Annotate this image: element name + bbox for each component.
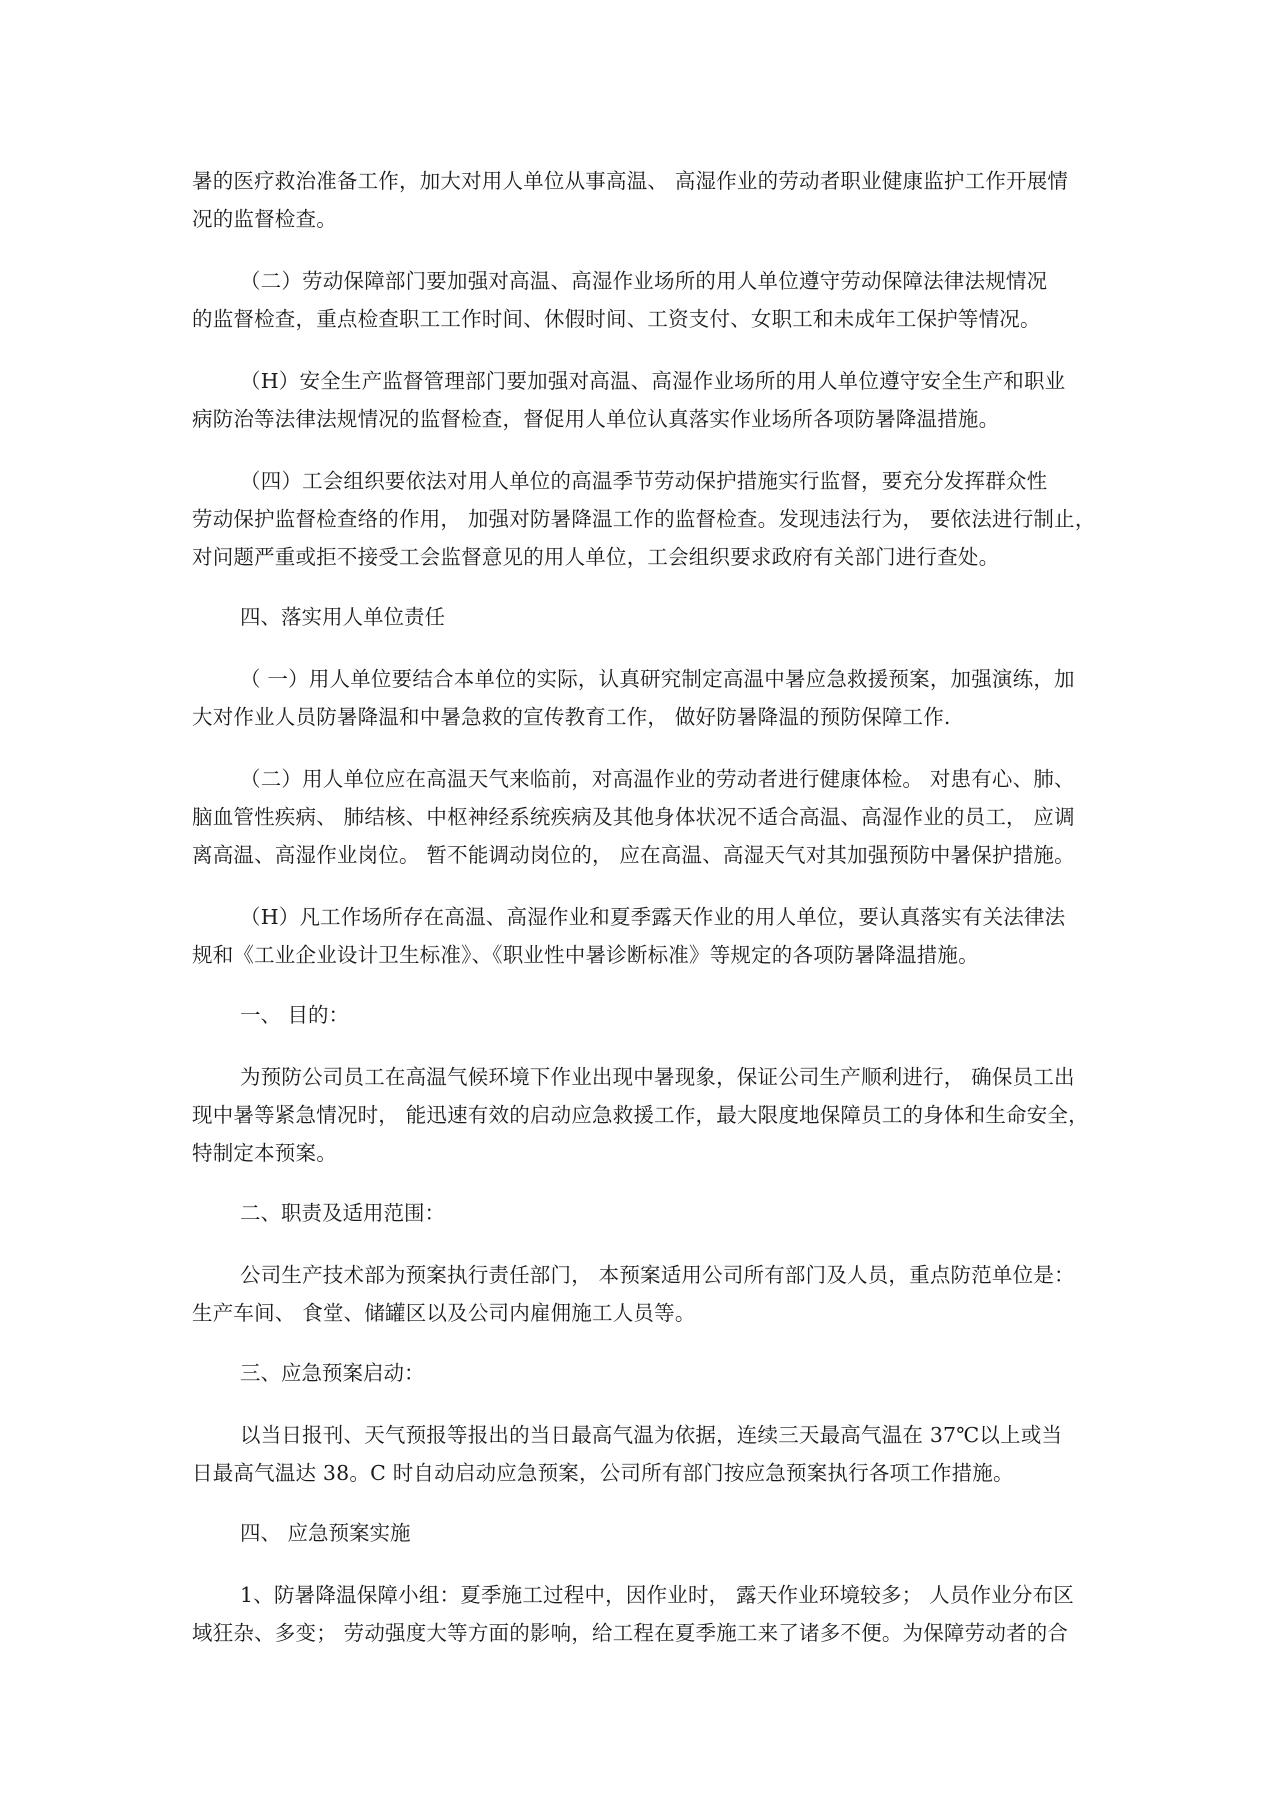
paragraph-line: 以当日报刊、天气预报等报出的当日最高气温为依据，连续三天最高气温在 37℃以上或当 [240, 1423, 1063, 1447]
paragraph-implementation [192, 1576, 1092, 1652]
paragraph-line: （二）劳动保障部门要加强对高温、高湿作业场所的用人单位遵守劳动保障法律法规情况 [240, 269, 1048, 293]
section-heading-scope: 二、职责及适用范围： [240, 1201, 445, 1225]
paragraph-medical-preparation [192, 162, 1092, 238]
paragraph-activation [192, 1416, 1092, 1492]
paragraph-line: 大对作业人员防暑降温和中暑急救的宣传教育工作， 做好防暑降温的预防保障工作. [192, 705, 951, 729]
paragraph-line: 域狂杂、多变； 劳动强度大等方面的影响，给工程在夏季施工来了诸多不便。为保障劳动者的合 [192, 1621, 1069, 1645]
paragraph-line: 离高温、高湿作业岗位。 暂不能调动岗位的， 应在高温、高湿天气对其加强预防中暑保护措施。 [192, 843, 1075, 867]
paragraph-line: （ 一）用人单位要结合本单位的实际，认真研究制定高温中暑应急救援预案，加强演练，加 [240, 667, 1075, 691]
paragraph-line: （二）用人单位应在高温天气来临前，对高温作业的劳动者进行健康体检。 对患有心、肺、 [240, 767, 1075, 791]
paragraph-line: （H）凡工作场所存在高温、高湿作业和夏季露天作业的用人单位，要认真落实有关法律法 [240, 905, 1066, 929]
paragraph-standards [192, 898, 1092, 974]
paragraph-line: 为预防公司员工在高温气候环境下作业出现中暑现象，保证公司生产顺利进行， 确保员工出 [240, 1065, 1075, 1089]
paragraph-line: 的监督检查，重点检查职工工作时间、休假时间、工资支付、女职工和未成年工保护等情况。 [192, 307, 1041, 331]
paragraph-line: 生产车间、 食堂、储罐区以及公司内雇佣施工人员等。 [192, 1301, 696, 1325]
paragraph-line: 病防治等法律法规情况的监督检查，督促用人单位认真落实作业场所各项防暑降温措施。 [192, 407, 1000, 431]
section-heading-implementation: 四、 应急预案实施 [240, 1521, 411, 1545]
paragraph-line: 公司生产技术部为预案执行责任部门， 本预案适用公司所有部门及人员，重点防范单位是： [240, 1263, 1075, 1287]
paragraph-line: 特制定本预案。 [192, 1141, 337, 1165]
paragraph-line: 日最高气温达 38。C 时自动启动应急预案，公司所有部门按应急预案执行各项工作措施。 [192, 1461, 1014, 1485]
paragraph-labor-security [192, 262, 1092, 338]
paragraph-safety-supervision [192, 362, 1092, 438]
paragraph-line: 1、防暑降温保障小组：夏季施工过程中，因作业时， 露天作业环境较多； 人员作业分布区 [240, 1583, 1074, 1607]
paragraph-scope [192, 1256, 1092, 1332]
paragraph-line: 规和《工业企业设计卫生标准》、《职业性中暑诊断标准》等规定的各项防暑降温措施。 [192, 943, 979, 967]
section-heading-employer-duties: 四、落实用人单位责任 [240, 605, 445, 629]
paragraph-line: 暑的医疗救治准备工作，加大对用人单位从事高温、 高湿作业的劳动者职业健康监护工作开展情 [192, 169, 1069, 193]
section-heading-purpose: 一、 目的： [240, 1003, 350, 1027]
paragraph-line: 对问题严重或拒不接受工会监督意见的用人单位，工会组织要求政府有关部门进行查处。 [192, 545, 1000, 569]
paragraph-health-check [192, 760, 1092, 874]
paragraph-line: （H）安全生产监督管理部门要加强对高温、高湿作业场所的用人单位遵守安全生产和职业 [240, 369, 1066, 393]
paragraph-line: 脑血管性疾病、 肺结核、中枢神经系统疾病及其他身体状况不适合高温、高湿作业的员工， 应调 [192, 805, 1075, 829]
paragraph-emergency-plan [192, 660, 1092, 736]
paragraph-purpose [192, 1058, 1092, 1172]
paragraph-line: （四）工会组织要依法对用人单位的高温季节劳动保护措施实行监督，要充分发挥群众性 [240, 469, 1048, 493]
paragraph-line: 现中暑等紧急情况时， 能迅速有效的启动应急救援工作，最大限度地保障员工的身体和生命安全， [192, 1103, 1089, 1127]
paragraph-line: 况的监督检查。 [192, 207, 337, 231]
section-heading-activation: 三、应急预案启动： [240, 1361, 425, 1385]
paragraph-line: 劳动保护监督检查络的作用， 加强对防暑降温工作的监督检查。发现违法行为， 要依法进行制止， [192, 507, 1096, 531]
paragraph-trade-union [192, 462, 1096, 576]
